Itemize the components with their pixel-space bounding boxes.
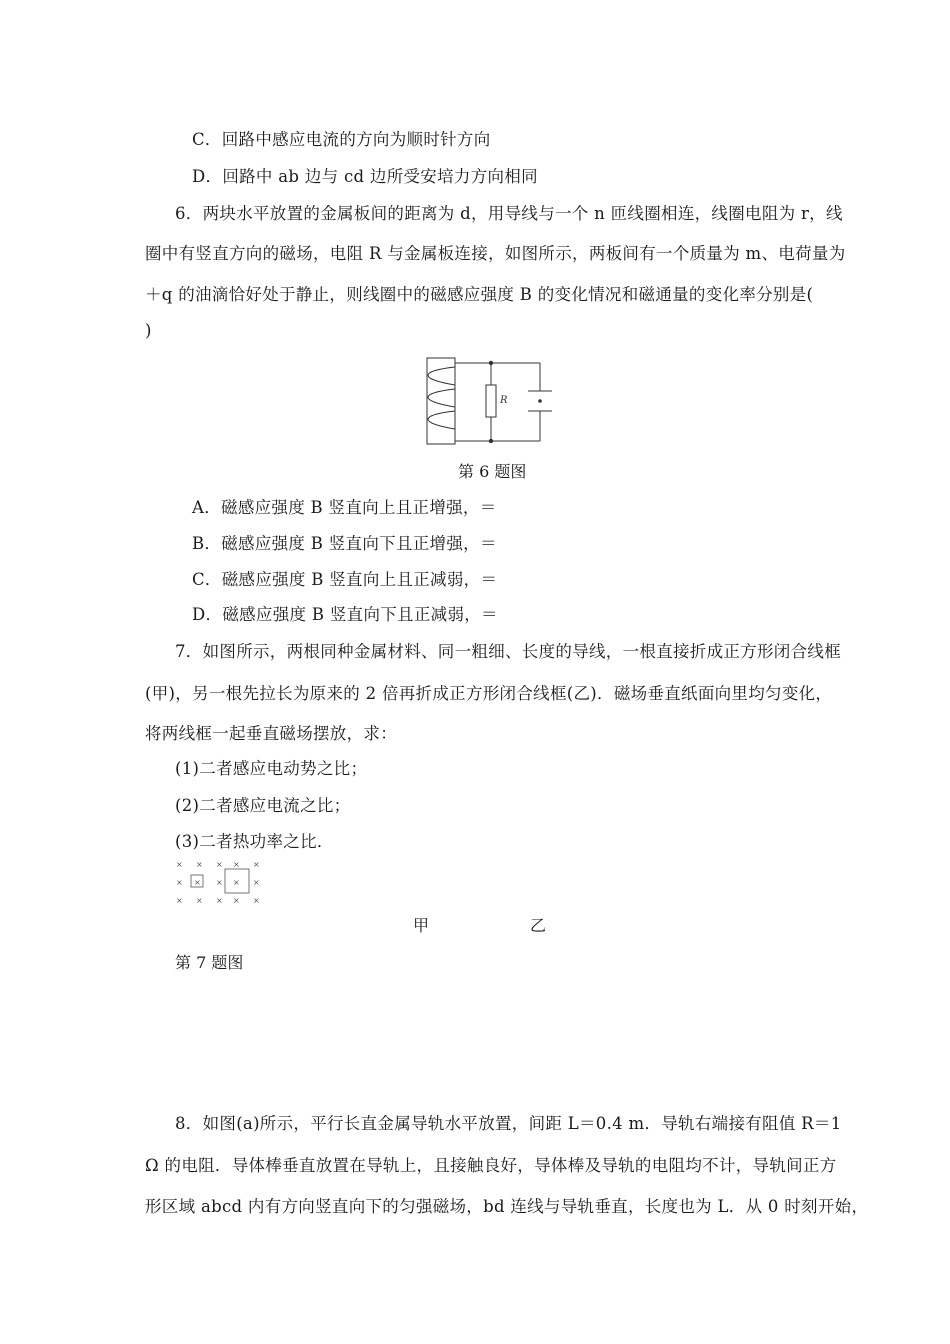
svg-text:×: ×	[196, 860, 203, 869]
q6-stem-line-3: ＋q 的油滴恰好处于静止，则线圈中的磁感应强度 B 的变化情况和磁通量的变化率分别是(	[145, 285, 814, 304]
q6-option-d: D．磁感应强度 B 竖直向下且正减弱，＝	[192, 605, 498, 624]
q6-stem-line-4: )	[145, 321, 152, 340]
svg-text:×: ×	[196, 896, 203, 905]
q6-circuit-figure	[415, 355, 560, 450]
svg-text:×: ×	[216, 896, 223, 905]
svg-text:×: ×	[253, 896, 260, 905]
q6-option-a: A．磁感应强度 B 竖直向上且正增强，＝	[192, 498, 497, 517]
q6-figure-caption: 第 6 题图	[458, 462, 527, 481]
resistor-label: R	[500, 395, 508, 406]
svg-text:×: ×	[176, 896, 183, 905]
q6-stem-line-2: 圈中有竖直方向的磁场，电阻 R 与金属板连接，如图所示，两板间有一个质量为 m、电荷量为	[145, 244, 846, 263]
q8-stem-line-2: Ω 的电阻．导体棒垂直放置在导轨上，且接触良好，导体棒及导轨的电阻均不计，导轨间正方	[145, 1156, 837, 1175]
oil-drop	[538, 399, 542, 403]
svg-text:×: ×	[253, 860, 260, 869]
q7-magnetic-field-figure	[170, 855, 270, 909]
q5-option-d: D．回路中 ab 边与 cd 边所受安培力方向相同	[192, 167, 538, 186]
q7-subquestion-2: (2)二者感应电流之比；	[175, 796, 351, 815]
svg-text:×: ×	[194, 878, 201, 887]
q7-stem-line-3: 将两线框一起垂直磁场摆放，求：	[145, 724, 397, 743]
svg-text:×: ×	[233, 896, 240, 905]
resistor-R	[486, 385, 496, 417]
q6-option-c: C．磁感应强度 B 竖直向上且正减弱，＝	[192, 570, 498, 589]
q7-stem-line-1: 7．如图所示，两根同种金属材料、同一粗细、长度的导线，一根直接折成正方形闭合线框	[175, 642, 841, 661]
q7-figure-caption: 第 7 题图	[175, 953, 244, 972]
q8-stem-line-3: 形区域 abcd 内有方向竖直向下的匀强磁场，bd 连线与导轨垂直，长度也为 L．从 0 时刻开始，	[145, 1197, 869, 1216]
q7-subquestion-1: (1)二者感应电动势之比；	[175, 759, 368, 778]
q7-label-yi: 乙	[530, 916, 547, 935]
svg-text:×: ×	[176, 878, 183, 887]
q7-subquestion-3: (3)二者热功率之比．	[175, 832, 334, 851]
svg-text:×: ×	[216, 878, 223, 887]
q7-stem-line-2: (甲)，另一根先拉长为原来的 2 倍再折成正方形闭合线框(乙)．磁场垂直纸面向里均匀变化，	[145, 684, 833, 703]
q8-stem-line-1: 8．如图(a)所示，平行长直金属导轨水平放置，间距 L＝0.4 m．导轨右端接有阻值 R＝1	[175, 1114, 842, 1133]
svg-text:×: ×	[176, 860, 183, 869]
field-cross-marks	[176, 860, 260, 905]
q5-option-c: C．回路中感应电流的方向为顺时针方向	[192, 130, 491, 149]
svg-text:×: ×	[233, 878, 240, 887]
q7-label-jia: 甲	[413, 916, 430, 935]
q6-option-b: B．磁感应强度 B 竖直向下且正增强，＝	[192, 534, 497, 553]
svg-text:×: ×	[253, 878, 260, 887]
coil-windings	[428, 367, 455, 429]
q6-stem-line-1: 6．两块水平放置的金属板间的距离为 d，用导线与一个 n 匝线圈相连，线圈电阻为 r，线	[175, 204, 843, 223]
svg-text:×: ×	[216, 860, 223, 869]
svg-text:×: ×	[233, 860, 240, 869]
